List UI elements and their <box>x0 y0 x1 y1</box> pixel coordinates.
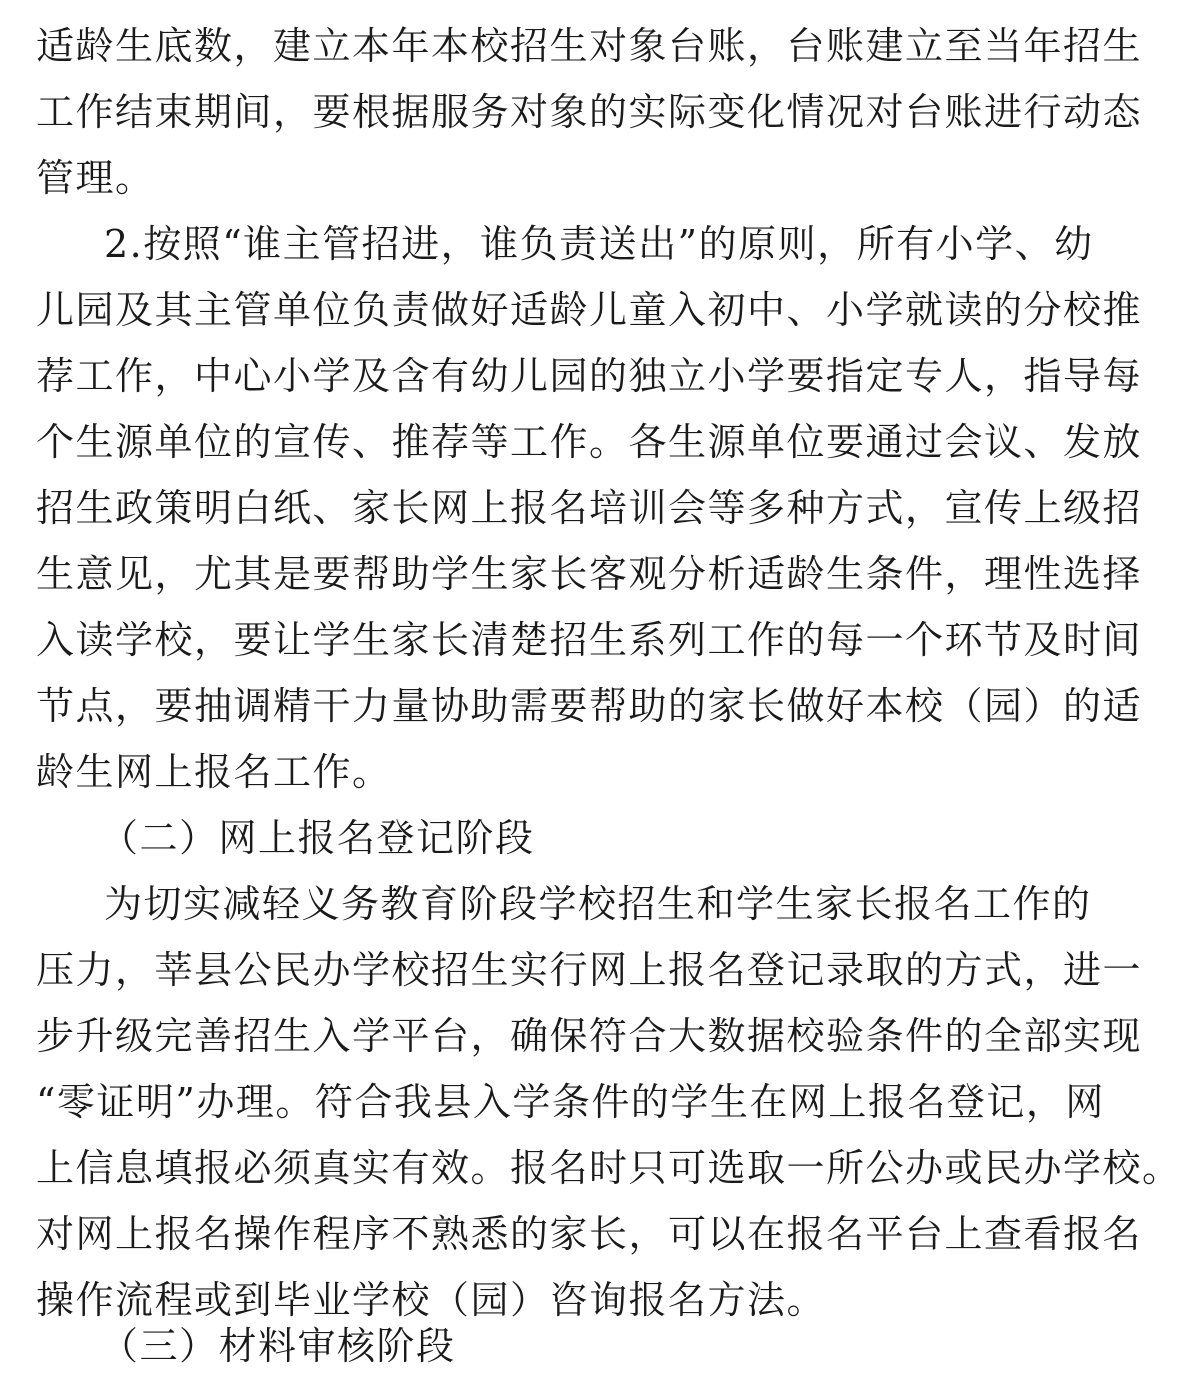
body-text-line: 龄生网上报名工作。 <box>36 750 392 794</box>
body-text-line: 招生政策明白纸、家长网上报名培训会等多种方式，宣传上级招 <box>36 486 1143 530</box>
body-text-line: 操作流程或到毕业学校（园）咨询报名方法。 <box>36 1278 827 1322</box>
body-text-line: 对网上报名操作程序不熟悉的家长，可以在报名平台上查看报名 <box>36 1212 1143 1256</box>
body-text-line: 管理。 <box>36 156 155 200</box>
body-text-line: 生意见，尤其是要帮助学生家长客观分析适龄生条件，理性选择 <box>36 552 1143 596</box>
body-text-line: 个生源单位的宣传、推荐等工作。各生源单位要通过会议、发放 <box>36 420 1143 464</box>
section-heading: （三）材料审核阶段 <box>100 1324 456 1368</box>
section-heading: （二）网上报名登记阶段 <box>100 816 535 860</box>
body-text-line: 上信息填报必须真实有效。报名时只可选取一所公办或民办学校。 <box>36 1146 1182 1190</box>
body-text-line: 适龄生底数，建立本年本校招生对象台账，台账建立至当年招生 <box>36 24 1143 68</box>
paragraph-first-line: 2.按照“谁主管招进，谁负责送出”的原则，所有小学、幼 <box>104 222 1094 266</box>
body-text-line: 荐工作，中心小学及含有幼儿园的独立小学要指定专人，指导每 <box>36 354 1143 398</box>
body-text-line: 节点，要抽调精干力量协助需要帮助的家长做好本校（园）的适 <box>36 684 1143 728</box>
body-text-line: 儿园及其主管单位负责做好适龄儿童入初中、小学就读的分校推 <box>36 288 1143 332</box>
body-text-line: 步升级完善招生入学平台，确保符合大数据校验条件的全部实现 <box>36 1014 1143 1058</box>
paragraph-first-line: 为切实减轻义务教育阶段学校招生和学生家长报名工作的 <box>104 882 1092 926</box>
body-text-line: “零证明”办理。符合我县入学条件的学生在网上报名登记，网 <box>36 1080 1105 1124</box>
body-text-line: 工作结束期间，要根据服务对象的实际变化情况对台账进行动态 <box>36 90 1143 134</box>
body-text-line: 入读学校，要让学生家长清楚招生系列工作的每一个环节及时间 <box>36 618 1143 662</box>
body-text-line: 压力，莘县公民办学校招生实行网上报名登记录取的方式，进一 <box>36 948 1143 992</box>
